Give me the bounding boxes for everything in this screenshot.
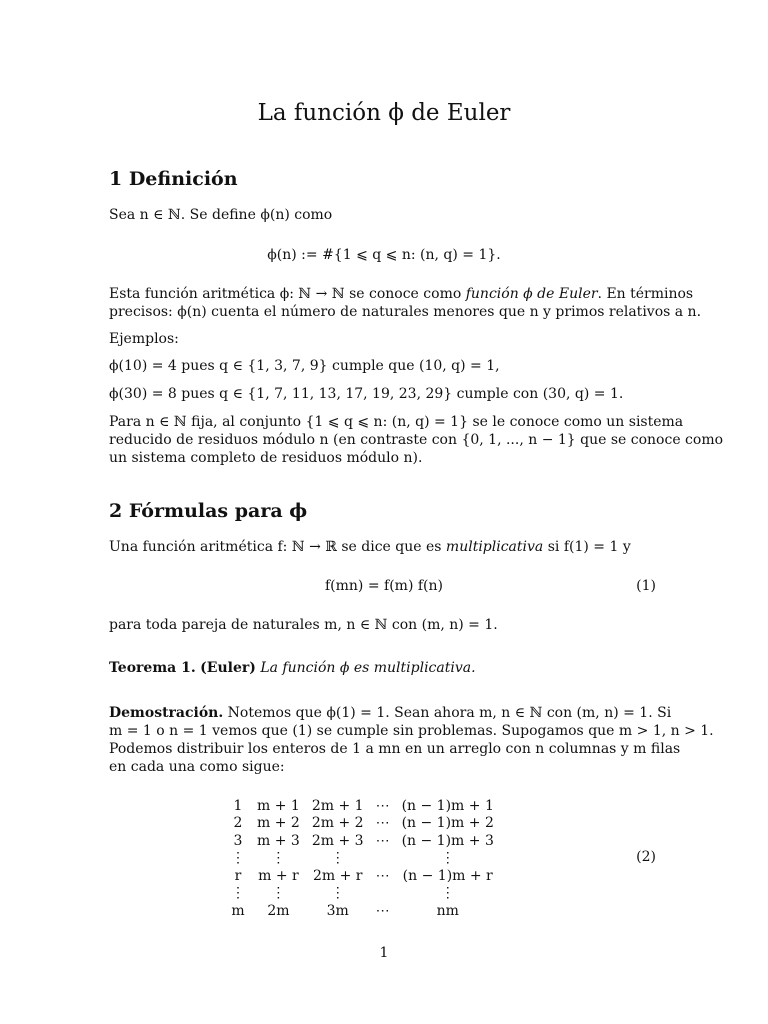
matrix-cell: 2m + r	[312, 867, 363, 884]
paragraph-line: reducido de residuos módulo n (en contraste con {0, 1, ..., n − 1} que se conoce como	[109, 432, 724, 448]
example-1: ϕ(10) = 4 pues q ∈ {1, 3, 7, 9} cumple que (10, q) = 1,	[109, 358, 500, 374]
text-span: Esta función aritmética ϕ: ℕ → ℕ se conoce como	[109, 286, 466, 302]
matrix-cell: m + 1	[257, 797, 300, 814]
paragraph-line: Para n ∈ ℕ fija, al conjunto {1 ⩽ q ⩽ n: (n, q) = 1} se le conoce como un sistema	[109, 414, 684, 430]
matrix-cell	[370, 850, 396, 868]
matrix-cell: 2m + 3	[311, 832, 364, 849]
example-2: ϕ(30) = 8 pues q ∈ {1, 7, 11, 13, 17, 19, 23, 29} cumple con (30, q) = 1.	[109, 386, 624, 402]
paragraph-line: precisos: ϕ(n) cuenta el número de naturales menores que n y primos relativos a n.	[109, 304, 702, 320]
matrix-cell: m + r	[258, 867, 299, 884]
text-span: si f(1) = 1 y	[543, 539, 631, 555]
matrix-cell: ⋯	[375, 867, 390, 884]
matrix-equation-number: (2)	[636, 849, 656, 865]
theorem-statement	[109, 660, 476, 678]
matrix-cell: m + 2	[257, 815, 300, 832]
matrix-cell: 2	[233, 815, 243, 832]
matrix-cell: nm	[436, 902, 459, 919]
emphasis-text: multiplicativa	[445, 539, 544, 555]
matrix-row	[225, 850, 500, 868]
definition-intro: Sea n ∈ ℕ. Se define ϕ(n) como	[109, 207, 333, 223]
proof-line	[109, 705, 671, 723]
paragraph-line: un sistema completo de residuos módulo n).	[109, 450, 423, 466]
matrix-table	[225, 797, 500, 920]
matrix-row	[225, 885, 500, 903]
matrix-cell: 2m + 1	[311, 797, 364, 814]
document-title: La función ϕ de Euler	[257, 100, 511, 126]
proof-line: Podemos distribuir los enteros de 1 a mn en un arreglo con n columnas y m filas	[109, 741, 681, 757]
matrix-cell: ⋮	[440, 885, 455, 902]
matrix-row	[225, 797, 500, 815]
matrix-row	[225, 867, 500, 885]
matrix-cell: r	[234, 867, 242, 884]
matrix-cell: ⋮	[440, 850, 455, 867]
matrix-cell: ⋯	[375, 815, 390, 832]
matrix-row	[225, 902, 500, 920]
section-heading-definicion: 1 Definición	[109, 168, 238, 190]
text-span: . En términos	[597, 286, 694, 302]
matrix-cell: ⋯	[375, 832, 390, 849]
matrix-cell: ⋮	[330, 850, 345, 867]
matrix-cell: ⋮	[271, 885, 286, 902]
matrix-cell: ⋮	[231, 850, 245, 867]
phi-definition-equation: ϕ(n) := #{1 ⩽ q ⩽ n: (n, q) = 1}.	[267, 247, 501, 263]
multiplicative-equation: f(mn) = f(m) f(n)	[325, 578, 443, 594]
matrix-row	[225, 815, 500, 833]
examples-label: Ejemplos:	[109, 331, 179, 347]
matrix-cell: 3	[233, 832, 243, 849]
matrix-cell: 2m + 2	[311, 815, 364, 832]
text-span: Una función aritmética f: ℕ → ℝ se dice que es	[109, 539, 446, 555]
matrix-cell: (n − 1)m + 2	[401, 815, 494, 832]
matrix-cell	[370, 885, 396, 903]
theorem-name: (Euler)	[200, 660, 256, 676]
matrix-row	[225, 832, 500, 850]
proof-line: m = 1 o n = 1 vemos que (1) se cumple sin problemas. Supogamos que m > 1, n > 1.	[109, 723, 714, 739]
emphasis-text: función ϕ de Euler	[465, 286, 598, 302]
matrix-cell: ⋮	[271, 850, 286, 867]
page-number: 1	[379, 945, 389, 961]
matrix-cell: (n − 1)m + r	[402, 867, 493, 884]
matrix-cell: (n − 1)m + 3	[401, 832, 494, 849]
matrix-cell: m + 3	[257, 832, 300, 849]
matrix-cell: ⋮	[231, 885, 245, 902]
matrix-cell: ⋯	[375, 797, 390, 814]
section-heading-formulas: 2 Fórmulas para ϕ	[109, 500, 308, 522]
matrix-cell: 2m	[267, 902, 290, 919]
equation-number: (1)	[636, 578, 656, 594]
paragraph-line	[109, 286, 693, 304]
matrix-cell: (n − 1)m + 1	[401, 797, 494, 814]
proof-line: en cada una como sigue:	[109, 759, 285, 775]
multiplicative-intro	[109, 539, 631, 557]
matrix-cell: 1	[233, 797, 243, 814]
matrix-cell: ⋮	[330, 885, 345, 902]
matrix-cell: 3m	[326, 902, 349, 919]
text-span: Notemos que ϕ(1) = 1. Sean ahora m, n ∈ ℕ con (m, n) = 1. Si	[223, 705, 672, 721]
after-equation-text: para toda pareja de naturales m, n ∈ ℕ con (m, n) = 1.	[109, 617, 498, 633]
theorem-text: La función ϕ es multiplicativa.	[260, 660, 476, 676]
integer-arrangement-matrix	[225, 797, 500, 920]
matrix-cell: ⋯	[375, 902, 390, 919]
proof-label: Demostración.	[109, 705, 224, 721]
matrix-cell: m	[231, 902, 245, 919]
theorem-label: Teorema 1.	[109, 660, 196, 676]
